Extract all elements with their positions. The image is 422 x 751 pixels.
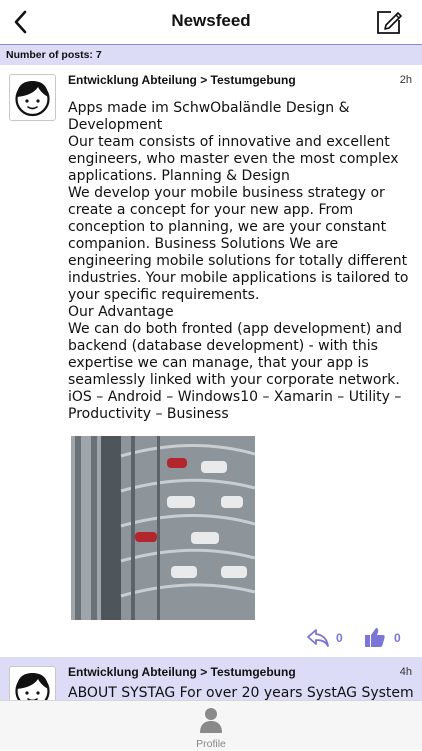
like-count: 0	[394, 631, 401, 645]
page-title: Newsfeed	[171, 11, 251, 30]
post-author[interactable]: Entwicklung Abteilung > Testumgebung	[68, 665, 296, 679]
tab-profile[interactable]	[181, 701, 241, 751]
chevron-left-icon[interactable]	[8, 8, 36, 36]
reply-count: 0	[336, 631, 343, 645]
tab-profile-label: Profile	[196, 738, 226, 750]
post-item[interactable]	[0, 657, 422, 700]
post-timestamp: 4h	[399, 666, 412, 678]
compose-icon[interactable]	[374, 7, 404, 37]
post-image[interactable]	[71, 436, 255, 620]
thumbs-up-icon[interactable]	[364, 626, 386, 648]
tab-bar	[0, 700, 422, 750]
newsfeed-list[interactable]	[0, 65, 422, 700]
post-count: Number of posts: 7	[6, 49, 102, 61]
post-item[interactable]	[0, 65, 422, 657]
reply-icon[interactable]	[306, 627, 330, 649]
person-icon	[200, 707, 222, 733]
post-author[interactable]: Entwicklung Abteilung > Testumgebung	[68, 73, 296, 87]
avatar-face-icon[interactable]	[9, 666, 56, 700]
navigation-bar	[0, 0, 422, 45]
post-text: ABOUT SYSTAG For over 20 years SystAG System	[68, 685, 414, 700]
post-text: Apps made im SchwObaländle Design & Development Our team consists of innovative and excellent engineers, who master even the most complex applications. Planning & Design We develop your mobile business strategy or create a concept for your new app. From conception to planning, we are your constant companion. Business Solutions We are engineering mobile solutions for totally different industries. Your mobile applications is tailored to your specific requirements. Our Advantage We can do both fronted (app development) and backend (database development) - with this expertise we can manage, that your app is seamlessly linked with your corporate network. iOS – Android – Windows10 – Xamarin – Utility – Productivity – Business	[68, 100, 409, 422]
avatar-face-icon[interactable]	[9, 74, 56, 121]
post-timestamp: 2h	[399, 74, 412, 86]
post-count-bar	[0, 45, 422, 65]
